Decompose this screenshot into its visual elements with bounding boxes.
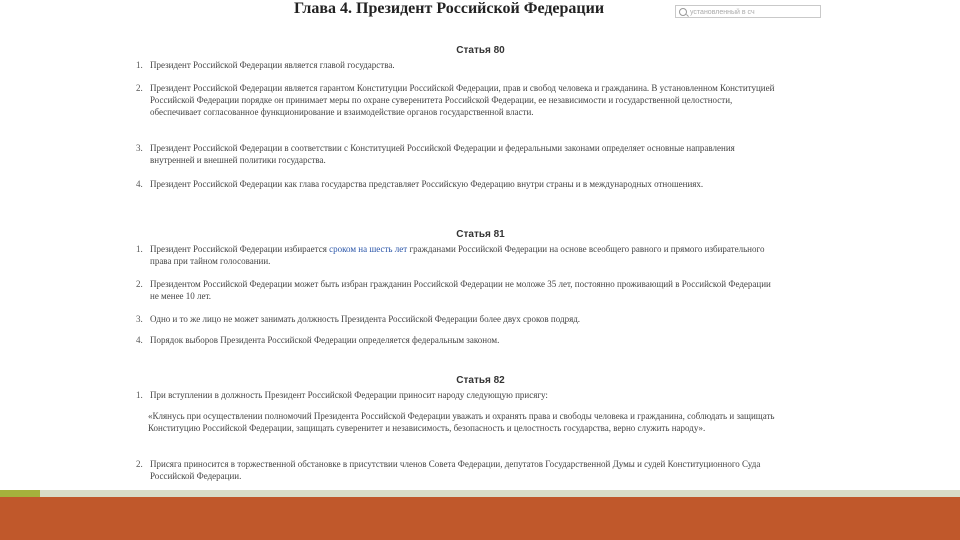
- list-item: 2. Присяга приносится в торжественной обстановке в присутствии членов Совета Федерации, депутатов Государственной Думы и судей Конституционного Суда Российской Федерации.: [136, 459, 761, 481]
- list-item: 2. Президентом Российской Федерации может быть избран гражданин Российской Федерации не моложе 35 лет, постоянно проживающий в Российской Федерации не менее 10 лет.: [136, 279, 771, 301]
- article-80-title: Статья 80: [456, 45, 505, 56]
- list-item: 3. Одно и то же лицо не может занимать должность Президента Российской Федерации более двух сроков подряд.: [136, 314, 581, 324]
- document-page: [124, 0, 837, 490]
- list-item: 3. Президент Российской Федерации в соответствии с Конституцией Российской Федерации и федеральными законами определяет основные направления внутренней и внешней политики государства.: [136, 143, 735, 165]
- search-icon: [679, 8, 687, 16]
- list-item: 4. Президент Российской Федерации как глава государства представляет Российскую Федерацию внутри страны и в международных отношениях.: [136, 179, 704, 189]
- oath-quote: «Клянусь при осуществлении полномочий Президента Российской Федерации уважать и охранять права и свободы человека и гражданина, соблюдать и защищать Конституцию Российской Федерации, защищать суверенитет и независимость, безопасность и целостность государства, верно служить народу».: [148, 411, 775, 433]
- article-81-title: Статья 81: [456, 229, 505, 240]
- term-link[interactable]: сроком на шесть лет: [329, 244, 408, 254]
- list-item: 1. Президент Российской Федерации избирается сроком на шесть лет гражданами Российской Федерации на основе всеобщего равного и прямого избирательного права при тайном голосовании.: [136, 244, 765, 266]
- footer-accent: [0, 490, 40, 497]
- list-item: 1. Президент Российской Федерации является главой государства.: [136, 60, 395, 70]
- list-item: 1. При вступлении в должность Президент Российской Федерации приносит народу следующую присягу:: [136, 390, 548, 400]
- search-placeholder: установленный в сч: [690, 9, 755, 16]
- footer-divider: [0, 490, 960, 497]
- list-item: 2. Президент Российской Федерации является гарантом Конституции Российской Федерации, прав и свобод человека и гражданина. В установленном Конституцией Российской Федерации порядке он принимает меры по охране суверенитета Российской Федерации, ее независимости и государственной целостности, обеспечивает согласованное функционирование и взаимодействие органов государственной власти.: [136, 83, 775, 117]
- list-item: 4. Порядок выборов Президента Российской Федерации определяется федеральным законом.: [136, 335, 500, 345]
- article-82-title: Статья 82: [456, 375, 505, 386]
- footer-bar: [0, 497, 960, 540]
- search-input[interactable]: [675, 5, 821, 18]
- chapter-title: Глава 4. Президент Российской Федерации: [294, 0, 605, 17]
